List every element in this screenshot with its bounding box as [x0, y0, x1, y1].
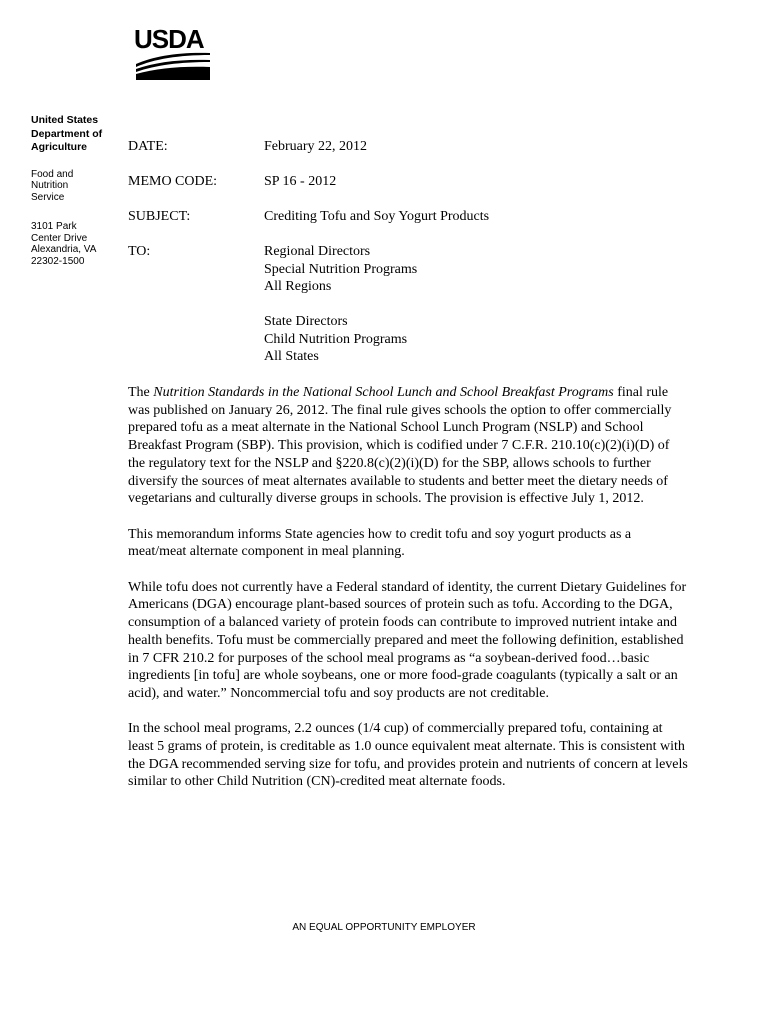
paragraph-1: The Nutrition Standards in the National School Lunch and School Breakfast Programs final rule was published on January 26, 2012. The final rule gives schools the option to offer commercially prepared tofu as a meat alternate in the National School Lunch Program (NSLP) and School Breakfast Program (SBP). This provision, which is codified under 7 C.F.R. 210.10(c)(2)(i)(D) of the regulatory text for the NSLP and §220.8(c)(2)(i)(D) for the SBP, allows schools to further diversify the sources of meat alternates available to students and better meet the dietary needs of vegetarians and culturally diverse groups in schools. The provision is effective July 1, 2012.	[128, 385, 672, 507]
memo-code-value: SP 16 - 2012	[264, 174, 337, 189]
date-value: February 22, 2012	[264, 139, 368, 154]
subject-row	[128, 208, 688, 226]
paragraph-2: This memorandum informs State agencies how to credit tofu and soy yogurt products as a meat/meat alternate component in meal planning.	[128, 526, 632, 560]
to-label: TO:	[128, 244, 151, 259]
date-label: DATE:	[128, 139, 168, 154]
agency-address: 3101 Park Center Drive Alexandria, VA 22302-1500	[31, 221, 97, 267]
memo-code-label: MEMO CODE:	[128, 174, 218, 189]
agency-sidebar	[31, 114, 123, 267]
svg-text:USDA: USDA	[134, 26, 204, 54]
service-name: Food and Nutrition Service	[31, 168, 74, 203]
paragraph-3: While tofu does not currently have a Federal standard of identity, the current Dietary Guidelines for Americans (DGA) encourage plant-based sources of protein such as tofu. According to the DGA, consumption of a balanced variety of protein foods can contribute to improved nutrient intake and health benefits. Tofu must be commercially prepared and meet the following definition, established in 7 CFR 210.2 for purposes of the school meal programs as “a soybean-derived food…basic ingredients [in tofu] are whole soybeans, one or more food-grade coagulants (typically a salt or an acid), and water.” Noncommercial tofu and soy products are not creditable.	[128, 579, 687, 701]
recipient-group-regional: Regional Directors Special Nutrition Programs All Regions	[264, 244, 418, 294]
memo-body	[128, 384, 688, 809]
subject-label: SUBJECT:	[128, 209, 191, 224]
memo-code-row	[128, 173, 688, 191]
agency-name: United States Department of Agriculture	[31, 114, 103, 153]
usda-logo	[134, 26, 214, 82]
date-row	[128, 138, 688, 156]
to-row	[128, 243, 688, 366]
recipient-group-state: State Directors Child Nutrition Programs All States	[264, 314, 408, 364]
footer-equal-opportunity: AN EQUAL OPPORTUNITY EMPLOYER	[292, 922, 476, 933]
memo-header	[128, 138, 688, 383]
subject-value: Crediting Tofu and Soy Yogurt Products	[264, 209, 490, 224]
rule-title: Nutrition Standards in the National School Lunch and School Breakfast Programs	[153, 385, 614, 400]
to-recipients	[264, 243, 688, 366]
usda-logo-graphic	[134, 26, 214, 82]
paragraph-4: In the school meal programs, 2.2 ounces (1/4 cup) of commercially prepared tofu, containing at least 5 grams of protein, is creditable as 1.0 ounce equivalent meat alternate. This is consistent with the DGA recommended serving size for tofu, and provides protein and nutrients of concern at levels similar to other Child Nutrition (CN)-credited meat alternate foods.	[128, 721, 688, 790]
